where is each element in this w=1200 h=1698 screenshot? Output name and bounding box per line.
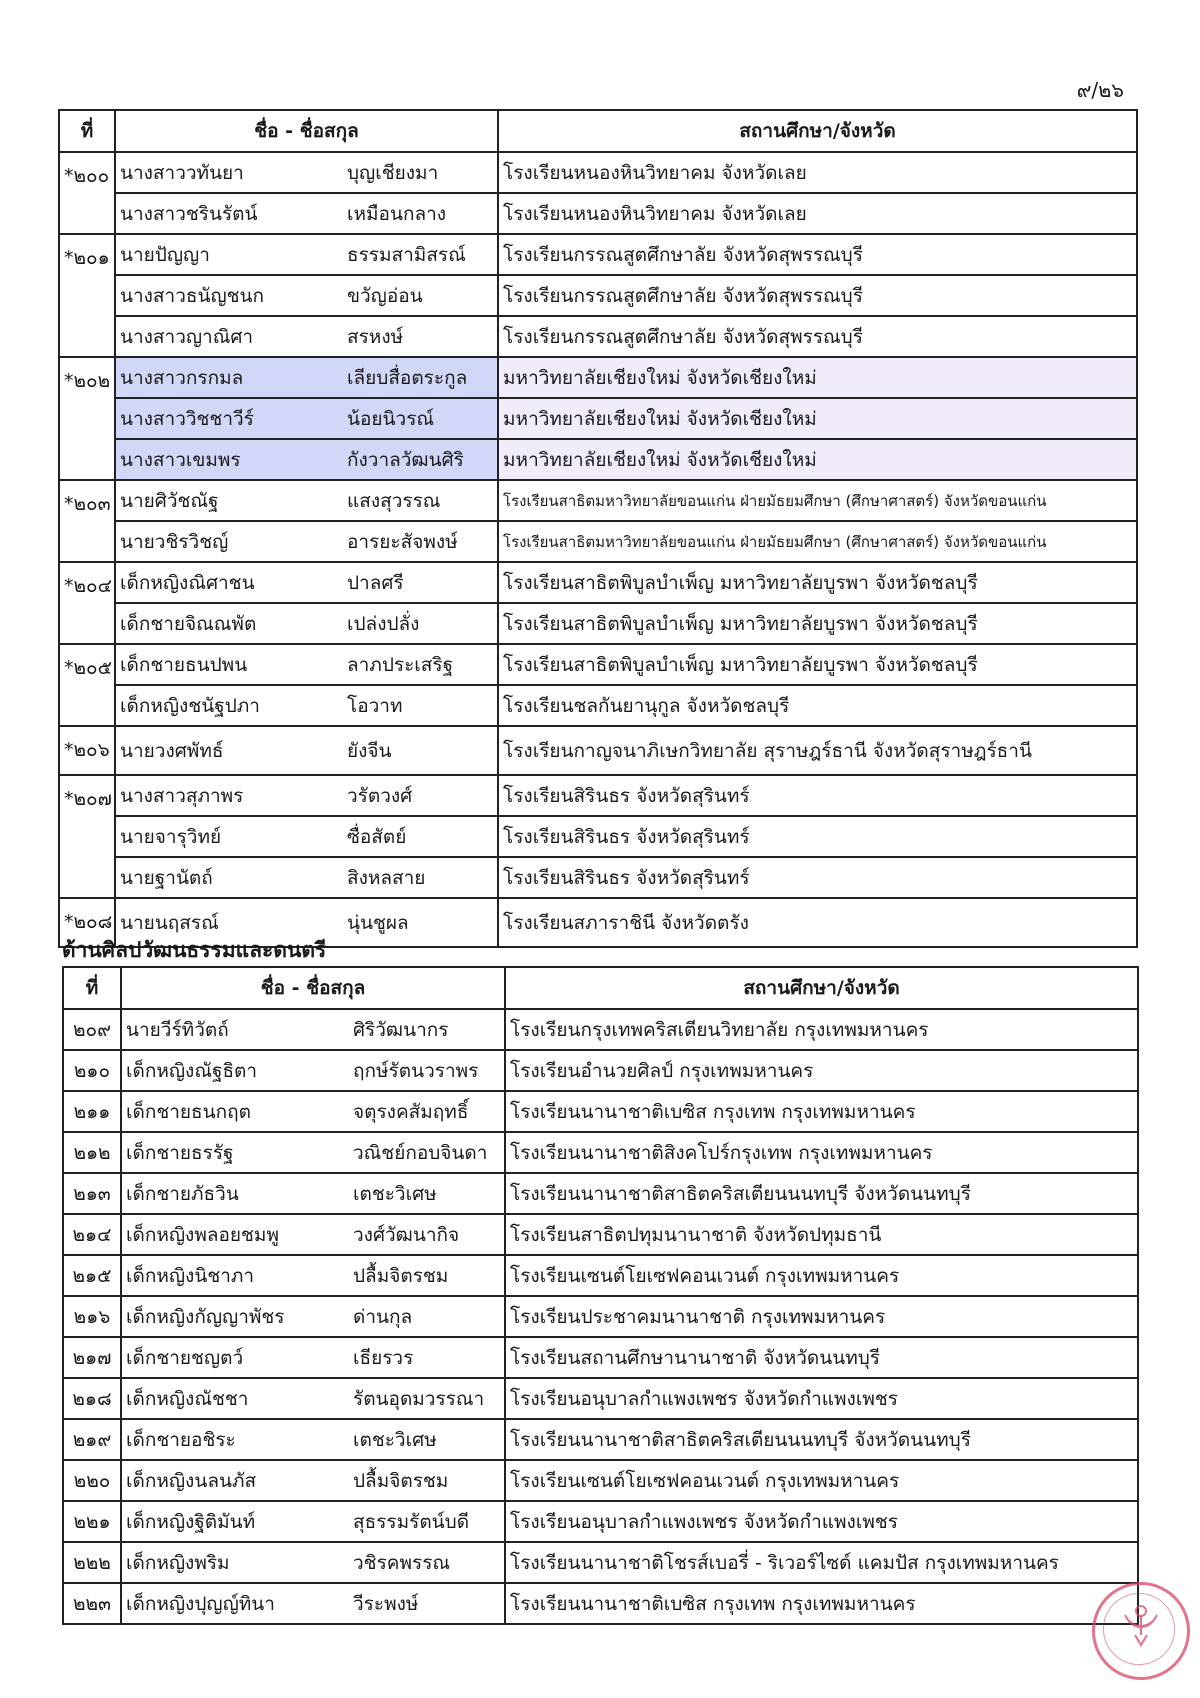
school-province: โรงเรียนสภาราชินี จังหวัดตรัง: [498, 898, 1137, 947]
first-name: เด็กหญิงปุญญ์ทินา: [121, 1583, 349, 1624]
first-name: เด็กชายธนปพน: [115, 644, 343, 685]
table-row: [63, 1337, 1138, 1378]
table-row: [59, 357, 1137, 398]
table-row: [63, 1009, 1138, 1050]
table-row: [63, 1255, 1138, 1296]
first-name: เด็กหญิงณัฐธิตา: [121, 1050, 349, 1091]
first-name: เด็กหญิงชนัฐปภา: [115, 685, 343, 726]
first-name: นายศิวัชณัฐ: [115, 480, 343, 521]
table-row: [59, 775, 1137, 816]
last-name: เปล่งปลั่ง: [343, 603, 498, 644]
school-province: โรงเรียนหนองหินวิทยาคม จังหวัดเลย: [498, 152, 1137, 193]
table-row: [59, 644, 1137, 685]
school-province: โรงเรียนอนุบาลกำแพงเพชร จังหวัดกำแพงเพชร: [505, 1378, 1138, 1419]
table-row: [63, 1091, 1138, 1132]
school-province: โรงเรียนสาธิตพิบูลบำเพ็ญ มหาวิทยาลัยบูรพา จังหวัดชลบุรี: [498, 644, 1137, 685]
row-number: ๒๑๔: [63, 1214, 121, 1255]
last-name: สรหงษ์: [343, 316, 498, 357]
row-number: *๒๐๔: [59, 562, 115, 644]
school-province: มหาวิทยาลัยเชียงใหม่ จังหวัดเชียงใหม่: [498, 439, 1137, 480]
table-row: [63, 1173, 1138, 1214]
school-province: โรงเรียนสิรินธร จังหวัดสุรินทร์: [498, 857, 1137, 898]
last-name: บุญเชียงมา: [343, 152, 498, 193]
first-name: นายจารุวิทย์: [115, 816, 343, 857]
table-row: [59, 480, 1137, 521]
first-name: นางสาวกรกมล: [115, 357, 343, 398]
last-name: วณิชย์กอบจินดา: [349, 1132, 505, 1173]
first-name: เด็กหญิงนลนภัส: [121, 1460, 349, 1501]
table-row: [63, 1460, 1138, 1501]
last-name: ธรรมสามิสรณ์: [343, 234, 498, 275]
table-row: [59, 193, 1137, 234]
table-row: [59, 603, 1137, 644]
table-row: [63, 1583, 1138, 1624]
last-name: ลาภประเสริฐ: [343, 644, 498, 685]
first-name: เด็กชายภัธวิน: [121, 1173, 349, 1214]
last-name: ปลื้มจิตรชม: [349, 1255, 505, 1296]
first-name: เด็กหญิงกัญญาพัชร: [121, 1296, 349, 1337]
row-number: ๒๑๒: [63, 1132, 121, 1173]
school-province: โรงเรียนกรุงเทพคริสเตียนวิทยาลัย กรุงเทพมหานคร: [505, 1009, 1138, 1050]
school-province: โรงเรียนสาธิตมหาวิทยาลัยขอนแก่น ฝ่ายมัธยมศึกษา (ศึกษาศาสตร์) จังหวัดขอนแก่น: [498, 480, 1137, 521]
row-number: ๒๑๖: [63, 1296, 121, 1337]
header-no: ที่: [63, 967, 121, 1009]
first-name: นายปัญญา: [115, 234, 343, 275]
last-name: จตุรงคสัมฤทธิ์: [349, 1091, 505, 1132]
table-row: [59, 521, 1137, 562]
last-name: กังวาลวัฒนศิริ: [343, 439, 498, 480]
school-province: โรงเรียนชลกันยานุกูล จังหวัดชลบุรี: [498, 685, 1137, 726]
last-name: เตชะวิเศษ: [349, 1419, 505, 1460]
school-province: โรงเรียนกรรณสูตศึกษาลัย จังหวัดสุพรรณบุรี: [498, 275, 1137, 316]
first-name: เด็กชายจิณณพัต: [115, 603, 343, 644]
school-province: โรงเรียนกรรณสูตศึกษาลัย จังหวัดสุพรรณบุรี: [498, 316, 1137, 357]
row-number: ๒๑๐: [63, 1050, 121, 1091]
table-header-row: [59, 110, 1137, 152]
first-name: นายนฤสรณ์: [115, 898, 343, 947]
school-province: โรงเรียนกาญจนาภิเษกวิทยาลัย สุราษฎร์ธานี จังหวัดสุราษฎร์ธานี: [498, 726, 1137, 775]
school-province: โรงเรียนเซนต์โยเซฟคอนเวนต์ กรุงเทพมหานคร: [505, 1460, 1138, 1501]
row-number: *๒๐๑: [59, 234, 115, 357]
table-row: [59, 685, 1137, 726]
last-name: สุธรรมรัตน์บดี: [349, 1501, 505, 1542]
school-province: โรงเรียนนานาชาติเบซิส กรุงเทพ กรุงเทพมหานคร: [505, 1583, 1138, 1624]
row-number: ๒๒๑: [63, 1501, 121, 1542]
first-name: นายฐานัตถ์: [115, 857, 343, 898]
row-number: ๒๑๗: [63, 1337, 121, 1378]
table-row: [59, 275, 1137, 316]
school-province: โรงเรียนสาธิตพิบูลบำเพ็ญ มหาวิทยาลัยบูรพา จังหวัดชลบุรี: [498, 562, 1137, 603]
row-number: ๒๑๘: [63, 1378, 121, 1419]
first-name: เด็กหญิงนิชาภา: [121, 1255, 349, 1296]
school-province: โรงเรียนเซนต์โยเซฟคอนเวนต์ กรุงเทพมหานคร: [505, 1255, 1138, 1296]
table-row: [63, 1050, 1138, 1091]
school-province: โรงเรียนประชาคมนานาชาติ กรุงเทพมหานคร: [505, 1296, 1138, 1337]
table-row: [59, 439, 1137, 480]
school-province: โรงเรียนนานาชาติเบซิส กรุงเทพ กรุงเทพมหานคร: [505, 1091, 1138, 1132]
last-name: เธียรวร: [349, 1337, 505, 1378]
last-name: เลียบสื่อตระกูล: [343, 357, 498, 398]
school-province: โรงเรียนกรรณสูตศึกษาลัย จังหวัดสุพรรณบุรี: [498, 234, 1137, 275]
row-number: *๒๐๘: [59, 898, 115, 947]
school-province: โรงเรียนสถานศึกษานานาชาติ จังหวัดนนทบุรี: [505, 1337, 1138, 1378]
row-number: *๒๐๓: [59, 480, 115, 562]
last-name: สิงหลสาย: [343, 857, 498, 898]
table-header-row: [63, 967, 1138, 1009]
header-school: สถานศึกษา/จังหวัด: [498, 110, 1137, 152]
official-seal: [1092, 1582, 1190, 1680]
school-province: โรงเรียนสาธิตปทุมนานาชาติ จังหวัดปทุมธานี: [505, 1214, 1138, 1255]
table-row: [63, 1542, 1138, 1583]
school-province: โรงเรียนอำนวยศิลป์ กรุงเทพมหานคร: [505, 1050, 1138, 1091]
row-number: ๒๒๐: [63, 1460, 121, 1501]
last-name: ปาลศรี: [343, 562, 498, 603]
header-no: ที่: [59, 110, 115, 152]
first-name: เด็กชายธรรัฐ: [121, 1132, 349, 1173]
last-name: รัตนอุดมวรรณา: [349, 1378, 505, 1419]
last-name: นุ่นชูผล: [343, 898, 498, 947]
row-number: *๒๐๐: [59, 152, 115, 234]
school-province: โรงเรียนหนองหินวิทยาคม จังหวัดเลย: [498, 193, 1137, 234]
table-row: [63, 1378, 1138, 1419]
first-name: นายวีร์ทิวัตถ์: [121, 1009, 349, 1050]
table-row: [63, 1296, 1138, 1337]
awardee-table-1: [58, 109, 1138, 948]
last-name: วชิรคพรรณ: [349, 1542, 505, 1583]
last-name: ซื่อสัตย์: [343, 816, 498, 857]
last-name: วีระพงษ์: [349, 1583, 505, 1624]
page-number: ๙/๒๖: [1076, 78, 1124, 102]
table-row: [59, 398, 1137, 439]
row-number: *๒๐๒: [59, 357, 115, 480]
first-name: นางสาววิชชาวีร์: [115, 398, 343, 439]
first-name: เด็กหญิงพลอยชมพู: [121, 1214, 349, 1255]
header-name: ชื่อ - ชื่อสกุล: [115, 110, 498, 152]
garuda-seal-icon: [1121, 1601, 1161, 1653]
first-name: นางสาววทันยา: [115, 152, 343, 193]
last-name: อารยะสัจพงษ์: [343, 521, 498, 562]
row-number: ๒๐๙: [63, 1009, 121, 1050]
table-row: [63, 1501, 1138, 1542]
first-name: เด็กชายอชิระ: [121, 1419, 349, 1460]
last-name: ยังจีน: [343, 726, 498, 775]
header-name: ชื่อ - ชื่อสกุล: [121, 967, 505, 1009]
school-province: มหาวิทยาลัยเชียงใหม่ จังหวัดเชียงใหม่: [498, 357, 1137, 398]
last-name: น้อยนิวรณ์: [343, 398, 498, 439]
first-name: นางสาวธนัญชนก: [115, 275, 343, 316]
first-name: นายวงศพัทธ์: [115, 726, 343, 775]
table-row: [63, 1132, 1138, 1173]
first-name: เด็กชายชญตว์: [121, 1337, 349, 1378]
table-row: [59, 816, 1137, 857]
first-name: เด็กหญิงพริม: [121, 1542, 349, 1583]
table-row: [63, 1419, 1138, 1460]
school-province: โรงเรียนนานาชาติโชรส์เบอรี่ - ริเวอร์ไซด์ แคมปัส กรุงเทพมหานคร: [505, 1542, 1138, 1583]
row-number: ๒๒๓: [63, 1583, 121, 1624]
first-name: เด็กหญิงฐิติมันท์: [121, 1501, 349, 1542]
first-name: นางสาวสุภาพร: [115, 775, 343, 816]
school-province: โรงเรียนสาธิตพิบูลบำเพ็ญ มหาวิทยาลัยบูรพา จังหวัดชลบุรี: [498, 603, 1137, 644]
last-name: ฤกษ์รัตนวราพร: [349, 1050, 505, 1091]
section-heading: ด้านศิลปวัฒนธรรมและดนตรี: [62, 938, 327, 962]
row-number: ๒๑๑: [63, 1091, 121, 1132]
last-name: เตชะวิเศษ: [349, 1173, 505, 1214]
row-number: *๒๐๖: [59, 726, 115, 775]
row-number: ๒๑๕: [63, 1255, 121, 1296]
first-name: นางสาวชรินรัตน์: [115, 193, 343, 234]
table-row: [59, 726, 1137, 775]
table-row: [59, 316, 1137, 357]
last-name: ด่านกุล: [349, 1296, 505, 1337]
table-row: [59, 234, 1137, 275]
row-number: ๒๑๙: [63, 1419, 121, 1460]
table-row: [63, 1214, 1138, 1255]
first-name: นางสาวเขมพร: [115, 439, 343, 480]
first-name: เด็กหญิงณิศาชน: [115, 562, 343, 603]
last-name: วงศ์วัฒนากิจ: [349, 1214, 505, 1255]
school-province: โรงเรียนสาธิตมหาวิทยาลัยขอนแก่น ฝ่ายมัธยมศึกษา (ศึกษาศาสตร์) จังหวัดขอนแก่น: [498, 521, 1137, 562]
school-province: โรงเรียนนานาชาติสาธิตคริสเตียนนนทบุรี จังหวัดนนทบุรี: [505, 1419, 1138, 1460]
school-province: โรงเรียนนานาชาติสาธิตคริสเตียนนนทบุรี จังหวัดนนทบุรี: [505, 1173, 1138, 1214]
last-name: ศิริวัฒนากร: [349, 1009, 505, 1050]
row-number: ๒๑๓: [63, 1173, 121, 1214]
table-row: [59, 562, 1137, 603]
last-name: ขวัญอ่อน: [343, 275, 498, 316]
school-province: มหาวิทยาลัยเชียงใหม่ จังหวัดเชียงใหม่: [498, 398, 1137, 439]
row-number: *๒๐๕: [59, 644, 115, 726]
table-row: [59, 152, 1137, 193]
row-number: *๒๐๗: [59, 775, 115, 898]
last-name: วรัตวงศ์: [343, 775, 498, 816]
last-name: โอวาท: [343, 685, 498, 726]
school-province: โรงเรียนอนุบาลกำแพงเพชร จังหวัดกำแพงเพชร: [505, 1501, 1138, 1542]
last-name: ปลื้มจิตรชม: [349, 1460, 505, 1501]
row-number: ๒๒๒: [63, 1542, 121, 1583]
awardee-table-2: [62, 966, 1139, 1625]
last-name: เหมือนกลาง: [343, 193, 498, 234]
school-province: โรงเรียนสิรินธร จังหวัดสุรินทร์: [498, 775, 1137, 816]
table-row: [59, 857, 1137, 898]
school-province: โรงเรียนสิรินธร จังหวัดสุรินทร์: [498, 816, 1137, 857]
first-name: นางสาวญาณิศา: [115, 316, 343, 357]
first-name: นายวชิรวิชญ์: [115, 521, 343, 562]
school-province: โรงเรียนนานาชาติสิงคโปร์กรุงเทพ กรุงเทพมหานคร: [505, 1132, 1138, 1173]
first-name: เด็กหญิงณัชชา: [121, 1378, 349, 1419]
header-school: สถานศึกษา/จังหวัด: [505, 967, 1138, 1009]
first-name: เด็กชายธนกฤต: [121, 1091, 349, 1132]
last-name: แสงสุวรรณ: [343, 480, 498, 521]
